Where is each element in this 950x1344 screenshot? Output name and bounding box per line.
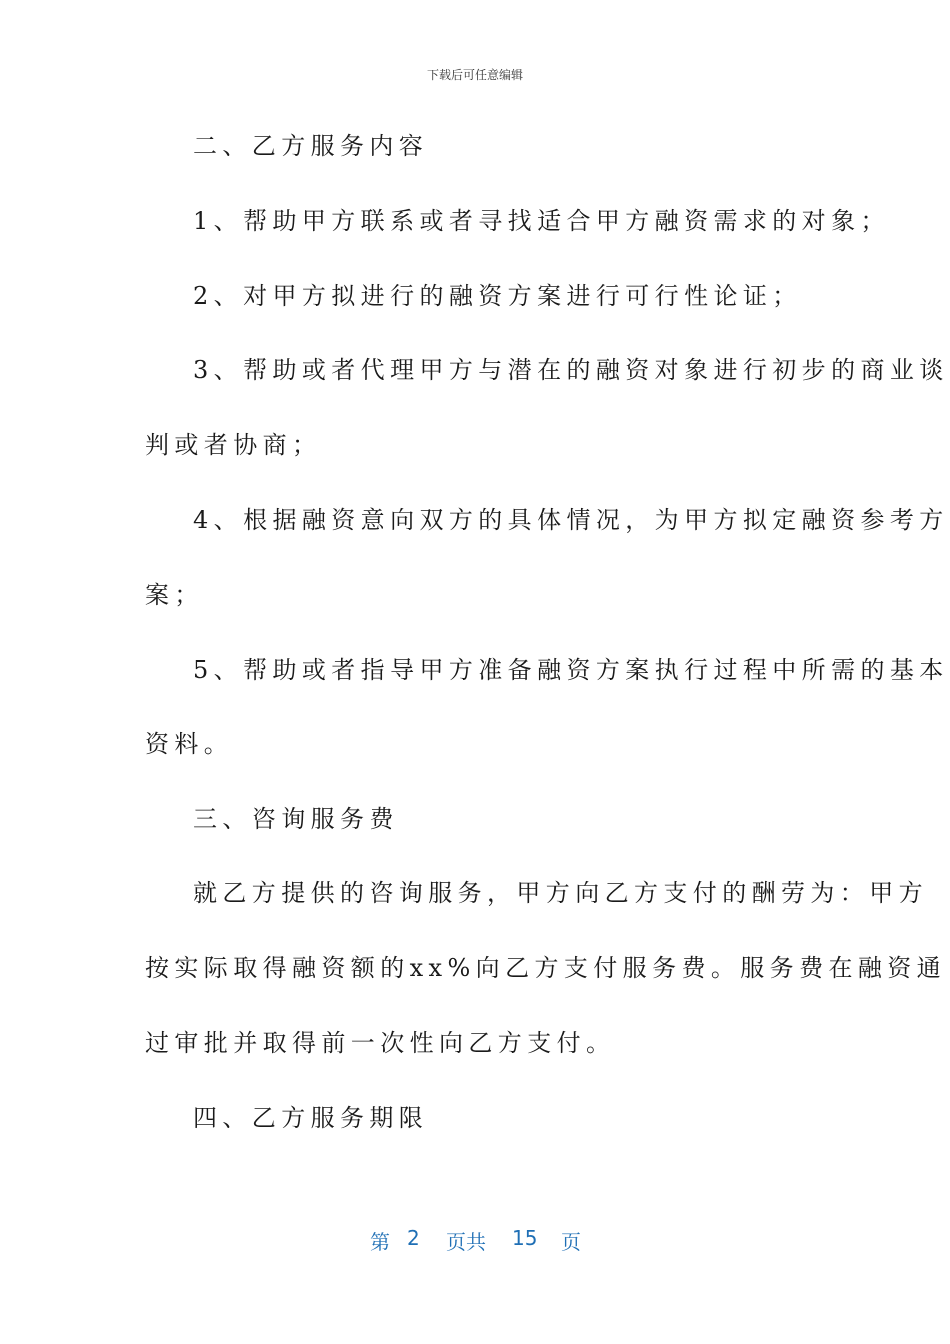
paragraph-line: 4、根据融资意向双方的具体情况，为甲方拟定融资参考方 <box>193 506 949 534</box>
page-middle: 页共 <box>446 1230 486 1254</box>
header-note: 下载后可任意编辑 <box>426 68 523 82</box>
paragraph-line: 按实际取得融资额的xx%向乙方支付服务费。服务费在融资通 <box>145 954 947 982</box>
paragraph-line: 案； <box>145 581 204 609</box>
paragraph-line: 5、帮助或者指导甲方准备融资方案执行过程中所需的基本 <box>193 656 949 684</box>
section-heading: 二、乙方服务内容 <box>193 132 429 160</box>
paragraph-line: 资料。 <box>145 730 234 758</box>
page-number: 2 <box>407 1226 420 1250</box>
paragraph-line: 就乙方提供的咨询服务，甲方向乙方支付的酬劳为：甲方 <box>193 879 928 907</box>
section-heading: 四、乙方服务期限 <box>193 1104 429 1132</box>
paragraph-line: 3、帮助或者代理甲方与潜在的融资对象进行初步的商业谈 <box>193 356 949 384</box>
paragraph-line: 2、对甲方拟进行的融资方案进行可行性论证； <box>193 282 802 310</box>
paragraph-line: 判或者协商； <box>145 431 322 459</box>
section-heading: 三、咨询服务费 <box>193 805 399 833</box>
page-total: 15 <box>512 1226 538 1250</box>
page-prefix: 第 <box>370 1230 390 1254</box>
paragraph-line: 过审批并取得前一次性向乙方支付。 <box>145 1029 616 1057</box>
page-suffix: 页 <box>561 1230 581 1254</box>
paragraph-line: 1、帮助甲方联系或者寻找适合甲方融资需求的对象； <box>193 207 890 235</box>
